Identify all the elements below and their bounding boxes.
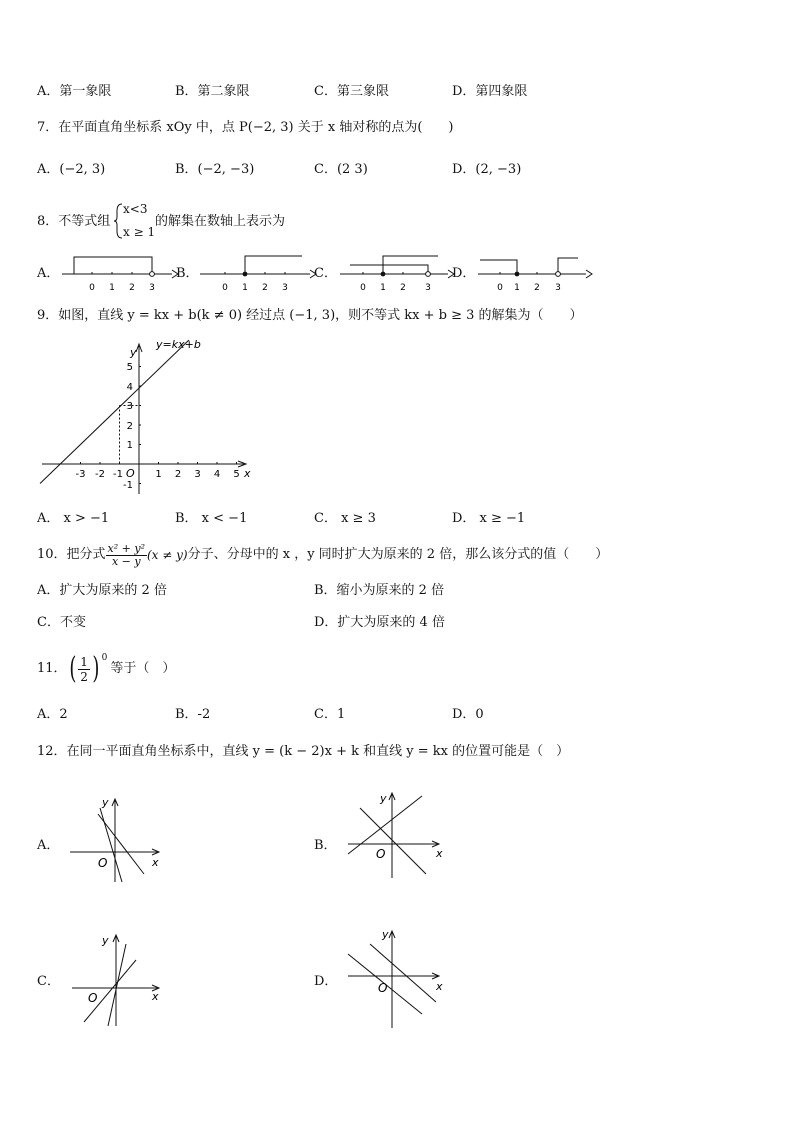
y-tick-label: 3: [126, 401, 133, 412]
solid-dot-icon: [381, 272, 386, 277]
q9-graph: [30, 334, 270, 496]
q12-option-a[interactable]: A．: [37, 838, 60, 853]
tick-label: 0: [89, 283, 95, 293]
q8-option-b-numberline[interactable]: [198, 252, 320, 296]
q10-option-d[interactable]: D．扩大为原来的 4 倍: [314, 615, 445, 630]
q10-denominator: x − y: [111, 554, 141, 568]
tick-label: 2: [534, 283, 540, 293]
q11-fraction: [78, 655, 90, 684]
tick-label: 2: [400, 283, 406, 293]
x-tick-label: 4: [213, 469, 221, 480]
x-axis-label: x: [244, 467, 251, 480]
x-axis-label: x: [152, 856, 159, 869]
q12-option-a-graph[interactable]: [62, 790, 170, 886]
q6-option-d[interactable]: D．第四象限: [452, 84, 528, 99]
tick-label: 1: [109, 283, 115, 293]
origin-label: O: [88, 991, 98, 1005]
q8-system-line1: x<3: [123, 202, 148, 216]
x-tick-label: -1: [113, 469, 123, 480]
q10-option-c[interactable]: C．不变: [37, 615, 86, 630]
paren-right-icon: ): [92, 651, 100, 686]
line-y-kx-b: [40, 340, 189, 484]
q9-option-c[interactable]: C． x ≥ 3: [314, 511, 376, 526]
q8-option-d-numberline[interactable]: [474, 252, 596, 296]
y-tick-label: 2: [126, 421, 133, 432]
q11-option-b[interactable]: B．-2: [175, 707, 211, 722]
tick-label: 1: [514, 283, 520, 293]
q10-suffix: 分子、分母中的 x ，y 同时扩大为原来的 2 倍，那么该分式的值（ ）: [187, 547, 609, 562]
y-axis-label: y: [380, 792, 387, 805]
origin-label: O: [378, 981, 388, 995]
q12-option-c[interactable]: C．: [37, 974, 60, 989]
x-tick-label: 1: [155, 469, 162, 480]
q12-option-d-graph[interactable]: [340, 920, 450, 1032]
tick-label: 1: [242, 283, 248, 293]
solid-dot-icon: [515, 272, 520, 277]
q11-prefix: 11．: [37, 661, 67, 676]
open-dot-icon: [150, 272, 155, 277]
y-tick-label: -1: [123, 480, 133, 491]
q12-option-d[interactable]: D．: [314, 974, 338, 989]
q6-option-b[interactable]: B．第二象限: [175, 84, 250, 99]
q11-option-d[interactable]: D．0: [452, 707, 484, 722]
tick-label: 0: [497, 283, 503, 293]
y-axis-label: y: [130, 346, 137, 359]
q11-exponent: 0: [101, 653, 108, 663]
tick-label: 2: [129, 283, 135, 293]
q8-option-c[interactable]: C．: [314, 266, 337, 281]
x-axis-label: x: [436, 980, 443, 993]
q11-denominator: 2: [80, 669, 88, 684]
q10-condition: (x ≠ y): [147, 548, 188, 562]
y-axis-label: y: [102, 934, 109, 947]
line-label: y=kx+b: [156, 338, 201, 351]
q11-option-c[interactable]: C．1: [314, 707, 346, 722]
tick-label: 0: [222, 283, 228, 293]
x-tick-label: 2: [174, 469, 182, 480]
q10-option-b[interactable]: B．缩小为原来的 2 倍: [314, 583, 445, 598]
x-tick-label: -3: [75, 469, 86, 480]
q11-suffix: 等于（ ）: [110, 661, 176, 676]
q10-stem: [37, 540, 608, 570]
origin-label: O: [98, 856, 108, 870]
y-axis-label: y: [382, 928, 389, 941]
open-dot-icon: [426, 272, 431, 277]
q12-option-b[interactable]: B．: [314, 838, 337, 853]
x-tick-label: -2: [95, 469, 105, 480]
origin-label: O: [376, 847, 386, 861]
q6-option-c[interactable]: C．第三象限: [314, 84, 389, 99]
q8-option-a[interactable]: A．: [37, 266, 60, 281]
tick-label: 1: [380, 283, 386, 293]
tick-label: 2: [262, 283, 268, 293]
q8-option-a-numberline[interactable]: [60, 252, 180, 296]
q11-stem: [37, 648, 175, 690]
q8-option-d[interactable]: D．: [452, 266, 476, 281]
x-axis-label: x: [152, 990, 159, 1003]
q11-numerator: 1: [80, 654, 88, 669]
q7-option-c[interactable]: C．(2 3): [314, 162, 368, 177]
q6-option-a[interactable]: A．第一象限: [37, 84, 112, 99]
q10-prefix: 10．把分式: [37, 547, 106, 562]
q10-numerator: x² + y²: [107, 541, 145, 555]
q11-option-a[interactable]: A．2: [37, 707, 68, 722]
q8-prefix: 8．不等式组: [37, 214, 111, 229]
q9-option-a[interactable]: A． x > −1: [37, 511, 110, 526]
q8-option-b[interactable]: B．: [176, 266, 199, 281]
x-axis-label: x: [436, 847, 443, 860]
origin-label: O: [126, 467, 135, 480]
q8-system-line2: x ≥ 1: [123, 225, 156, 239]
q10-option-a[interactable]: A．扩大为原来的 2 倍: [37, 583, 167, 598]
y-tick-label: 5: [126, 362, 133, 373]
q9-option-b[interactable]: B． x < −1: [175, 511, 248, 526]
tick-label: 3: [149, 283, 155, 293]
tick-label: 3: [282, 283, 288, 293]
solid-dot-icon: [243, 272, 248, 277]
paren-left-icon: (: [68, 651, 76, 686]
q9-option-d[interactable]: D． x ≥ −1: [452, 511, 526, 526]
q7-option-b[interactable]: B．(−2, −3): [175, 162, 255, 177]
y-axis-label: y: [102, 796, 109, 809]
q8-suffix: 的解集在数轴上表示为: [155, 214, 286, 229]
q12-option-c-graph[interactable]: [64, 926, 170, 1030]
q12-stem: 12．在同一平面直角坐标系中，直线 y = (k − 2)x + k 和直线 y = kx 的位置可能是（ ）: [37, 744, 570, 759]
open-dot-icon: [556, 272, 561, 277]
q7-option-a[interactable]: A．(−2, 3): [37, 162, 106, 177]
tick-label: 0: [360, 283, 366, 293]
q7-option-d[interactable]: D．(2, −3): [452, 162, 522, 177]
tick-label: 3: [425, 283, 431, 293]
q7-stem: 7．在平面直角坐标系 xOy 中，点 P(−2, 3) 关于 x 轴对称的点为( ): [37, 120, 454, 135]
q10-fraction: [106, 543, 147, 568]
q9-stem: 9．如图，直线 y = kx + b(k ≠ 0) 经过点 (−1, 3)，则不等式 kx + b ≥ 3 的解集为（ ）: [37, 308, 583, 323]
q8-option-c-numberline[interactable]: [336, 252, 458, 296]
q12-option-b-graph[interactable]: [340, 782, 450, 882]
y-tick-label: 4: [126, 382, 133, 393]
y-tick-label: 1: [126, 440, 133, 451]
x-tick-label: 3: [194, 469, 201, 480]
x-tick-label: 5: [233, 469, 240, 480]
tick-label: 3: [555, 283, 561, 293]
